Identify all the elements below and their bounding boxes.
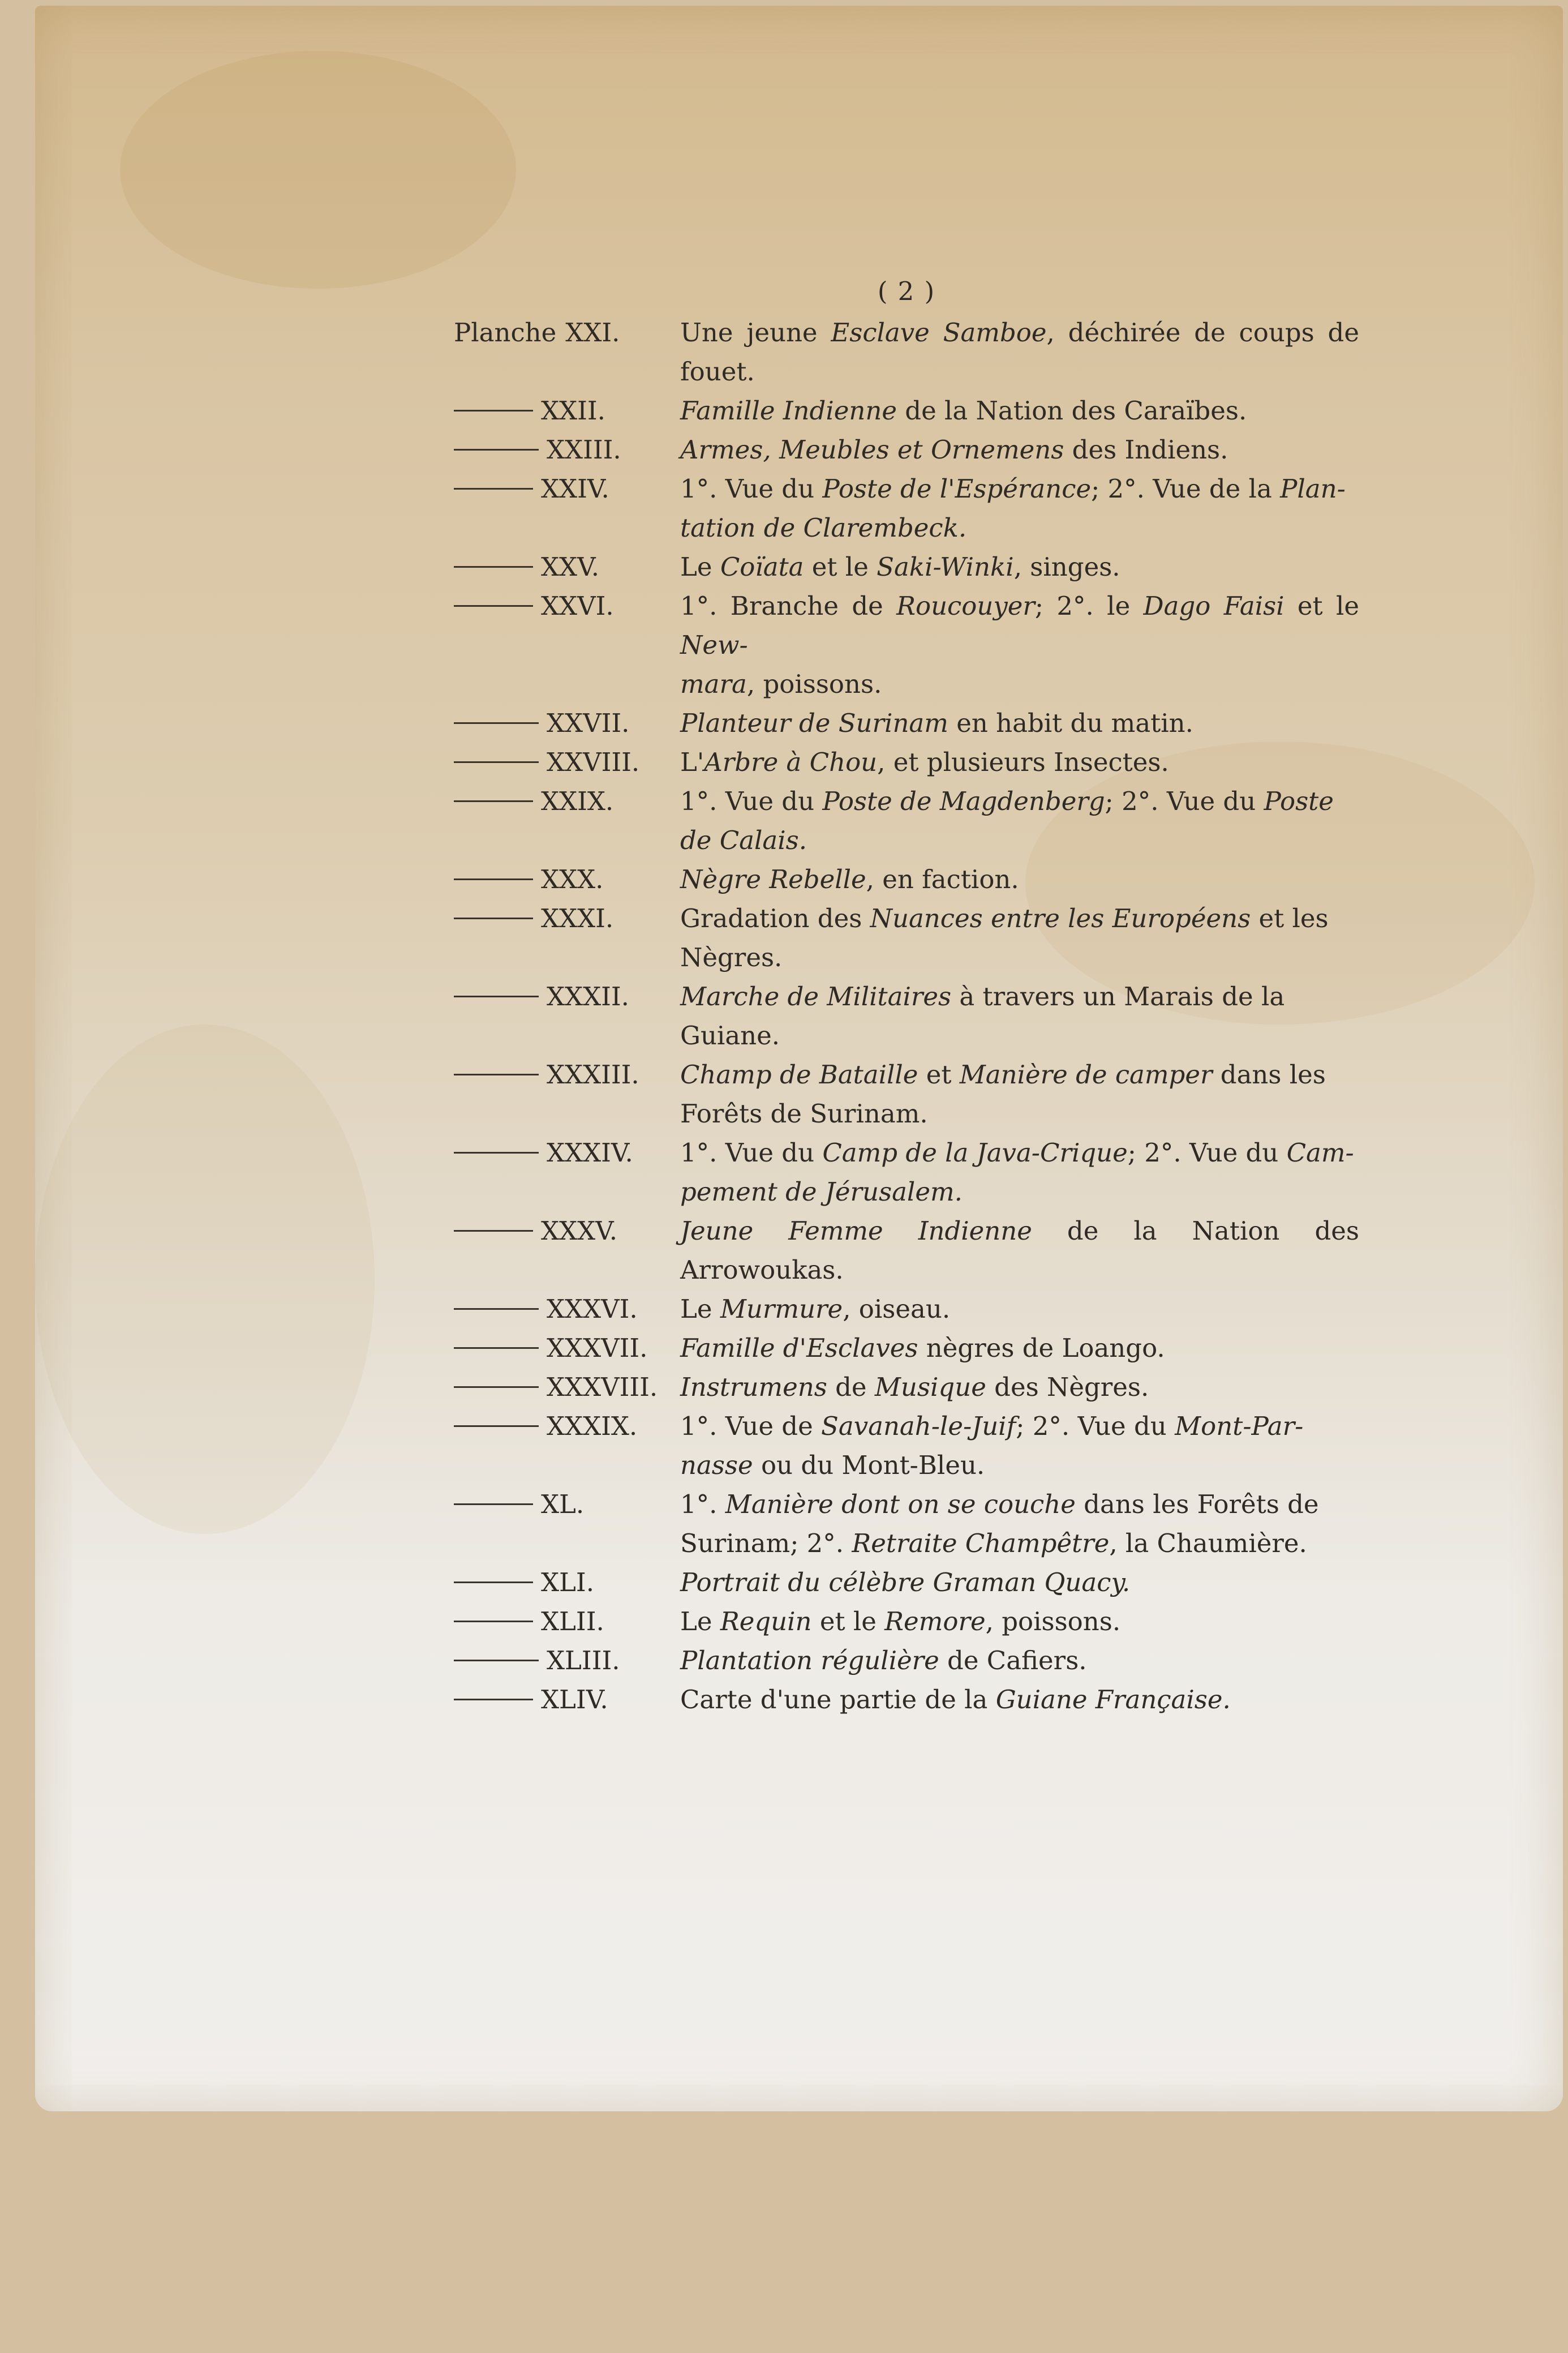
plate-description-continued: nasse ou du Mont-Bleu. — [680, 1450, 985, 1480]
plate-number-column — [454, 469, 680, 508]
plate-entry — [454, 1328, 1359, 1368]
plate-number-column — [454, 313, 680, 352]
plate-description: 1°. Vue du Poste de Magdenberg; 2°. Vue du Poste — [680, 786, 1334, 816]
plate-number: XLII. — [541, 1606, 604, 1636]
plate-entry — [454, 430, 1359, 469]
plate-description: 1°. Vue du Camp de la Java-Crique; 2°. Vue du Cam- — [680, 1138, 1354, 1168]
plate-entries — [454, 313, 1359, 1719]
plate-description: L'Arbre à Chou, et plusieurs Insectes. — [680, 747, 1169, 777]
plate-number: XXXIV. — [547, 1138, 633, 1168]
plate-number-column — [454, 743, 680, 782]
italic-title: Nuances entre les Européens — [870, 903, 1251, 933]
plate-description-continued: Surinam; 2°. Retraite Champêtre, la Chaumière. — [680, 1528, 1307, 1558]
plate-number-column — [454, 1680, 680, 1719]
plate-description-continued: Nègres. — [680, 942, 783, 972]
plate-entry — [454, 1563, 1359, 1602]
italic-title: Mont-Par- — [1175, 1411, 1304, 1441]
ditto-dash — [454, 878, 533, 880]
plate-number-column — [454, 547, 680, 586]
plate-number-column — [454, 1563, 680, 1602]
plate-description: 1°. Branche de Roucouyer; 2°. le Dago Faisi et le New- — [680, 591, 1359, 660]
plate-number-column — [454, 704, 680, 743]
plate-entry — [454, 704, 1359, 743]
plate-entry — [454, 1680, 1359, 1719]
italic-title: Musique — [874, 1372, 986, 1402]
plate-entry — [454, 1211, 1359, 1289]
plate-number-column — [454, 1133, 680, 1172]
plate-description: Famille d'Esclaves nègres de Loango. — [680, 1333, 1165, 1363]
ditto-dash — [454, 410, 533, 412]
plate-number: XXXVII. — [547, 1333, 648, 1363]
plate-number-column — [454, 1641, 680, 1680]
italic-title: Plan- — [1280, 474, 1346, 504]
italic-title: Dago Faisi — [1143, 591, 1285, 621]
plate-number-column — [454, 391, 680, 430]
plate-number-column — [454, 782, 680, 821]
plate-number-column — [454, 1602, 680, 1641]
ditto-dash — [454, 1581, 533, 1583]
plate-number: XLIV. — [541, 1685, 608, 1715]
italic-title: Murmure — [720, 1294, 843, 1324]
ditto-dash — [454, 918, 533, 919]
plate-number: XXII. — [541, 396, 605, 426]
ditto-dash — [454, 1699, 533, 1700]
italic-title: Savanah-le-Juif — [821, 1411, 1016, 1441]
italic-title: Poste de l'Espérance — [822, 474, 1092, 504]
stain-decoration — [35, 1025, 375, 1534]
plate-number: XXXVIII. — [547, 1372, 658, 1402]
plate-description: Instrumens de Musique des Nègres. — [680, 1372, 1149, 1402]
plate-entry — [454, 313, 1359, 391]
plate-number: XXVIII. — [547, 747, 640, 777]
plate-description-continued — [454, 821, 1359, 860]
plate-number: XXV. — [541, 552, 600, 582]
plate-description: Une jeune Esclave Samboe, déchirée de coups de fouet. — [680, 318, 1359, 387]
ditto-dash — [454, 1660, 539, 1661]
italic-title: Jeune Femme Indienne — [680, 1216, 1032, 1246]
italic-title: Champ de Bataille — [680, 1060, 918, 1090]
italic-title: Marche de Militaires — [680, 982, 952, 1012]
plate-entry — [454, 1602, 1359, 1641]
plate-description: Champ de Bataille et Manière de camper dans les — [680, 1060, 1326, 1090]
plate-description: Nègre Rebelle, en faction. — [680, 864, 1019, 894]
italic-title: Remore — [884, 1606, 986, 1636]
plate-number: XXXIII. — [547, 1060, 639, 1090]
plate-number: XXVI. — [541, 591, 614, 621]
plate-description-continued: Guiane. — [680, 1021, 780, 1051]
plate-entry — [454, 1133, 1359, 1172]
plate-number-column — [454, 860, 680, 899]
ditto-dash — [454, 1621, 533, 1622]
italic-title: Planteur de Surinam — [680, 708, 948, 738]
plate-list — [454, 272, 1359, 1719]
plate-entry — [454, 1289, 1359, 1328]
italic-title: Arbre à Chou — [704, 747, 878, 777]
plate-entry — [454, 547, 1359, 586]
italic-title: Coïata — [720, 552, 804, 582]
plate-description: 1°. Manière dont on se couche dans les Forêts de — [680, 1489, 1319, 1519]
plate-description: Carte d'une partie de la Guiane Française. — [680, 1685, 1231, 1715]
plate-description: Plantation régulière de Cafiers. — [680, 1645, 1087, 1675]
plate-number: XXXIX. — [547, 1411, 638, 1441]
ditto-dash — [454, 1152, 539, 1154]
italic-title: Camp de la Java-Crique — [822, 1138, 1128, 1168]
plate-number-column — [454, 1055, 680, 1094]
italic-title: Manière de camper — [959, 1060, 1213, 1090]
italic-title: de Calais. — [680, 825, 807, 855]
plate-description: Le Murmure, oiseau. — [680, 1294, 951, 1324]
ditto-dash — [454, 1347, 539, 1349]
italic-title: Roucouyer — [896, 591, 1035, 621]
plate-number: XLI. — [541, 1567, 594, 1597]
plate-number-column — [454, 977, 680, 1016]
italic-title: Cam- — [1286, 1138, 1354, 1168]
plate-description: Le Coïata et le Saki-Winki, singes. — [680, 552, 1120, 582]
plate-description — [680, 1563, 1359, 1602]
plate-number-column — [454, 1485, 680, 1524]
stain-decoration — [120, 51, 516, 289]
page-number: ( 2 ) — [877, 276, 936, 306]
plate-description-continued: Forêts de Surinam. — [680, 1099, 928, 1129]
plate-number: XXXVI. — [547, 1294, 638, 1324]
plate-description: Gradation des Nuances entre les Européens et les — [680, 903, 1329, 933]
italic-title: pement de Jérusalem. — [680, 1177, 963, 1207]
italic-title: Nègre Rebelle — [680, 864, 866, 894]
ditto-dash — [454, 761, 539, 763]
plate-entry — [454, 782, 1359, 821]
plate-entry — [454, 860, 1359, 899]
ditto-dash — [454, 1230, 533, 1232]
italic-title: nasse — [680, 1450, 753, 1480]
plate-entry — [454, 1407, 1359, 1446]
ditto-dash — [454, 1503, 533, 1505]
plate-entry — [454, 391, 1359, 430]
plate-description-continued — [454, 1172, 1359, 1211]
ditto-dash — [454, 722, 539, 724]
ditto-dash — [454, 1074, 539, 1075]
plate-description: 1°. Vue de Savanah-le-Juif; 2°. Vue du Mont-Par- — [680, 1411, 1304, 1441]
plate-number: XXVII. — [547, 708, 630, 738]
plate-description: Le Requin et le Remore, poissons. — [680, 1606, 1121, 1636]
ditto-dash — [454, 566, 533, 568]
plate-description: Marche de Militaires à travers un Marais de la — [680, 982, 1285, 1012]
plate-entry — [454, 586, 1359, 665]
ditto-dash — [454, 449, 539, 451]
ditto-dash — [454, 605, 533, 607]
italic-title: Armes, Meubles et Ornemens — [680, 435, 1064, 465]
planche-label: Planche — [454, 318, 557, 348]
plate-entry — [454, 469, 1359, 508]
plate-entry — [454, 1485, 1359, 1524]
paper-page — [35, 6, 1563, 2111]
ditto-dash — [454, 488, 533, 490]
italic-title: Saki-Winki — [877, 552, 1014, 582]
plate-number-column — [454, 430, 680, 469]
plate-number-column — [454, 1407, 680, 1446]
plate-number: XXX. — [541, 864, 604, 894]
italic-title: Portrait du célèbre Graman Quacy. — [680, 1567, 1131, 1597]
plate-number: XXIX. — [541, 786, 614, 816]
plate-description-continued — [454, 508, 1359, 547]
italic-title: Poste — [1264, 786, 1334, 816]
plate-description: Planteur de Surinam en habit du matin. — [680, 708, 1193, 738]
plate-entry — [454, 1055, 1359, 1094]
italic-title: Plantation régulière — [680, 1645, 939, 1675]
plate-description-continued: mara, poissons. — [680, 669, 882, 699]
plate-number: XL. — [541, 1489, 585, 1519]
italic-title: Esclave Samboe — [831, 318, 1047, 348]
plate-description: Armes, Meubles et Ornemens des Indiens. — [680, 435, 1228, 465]
plate-number-column — [454, 1328, 680, 1368]
ditto-dash — [454, 1425, 539, 1427]
plate-number-column — [454, 586, 680, 625]
ditto-dash — [454, 996, 539, 997]
italic-title: Retraite Champêtre — [852, 1528, 1110, 1558]
plate-number: XXXII. — [547, 982, 629, 1012]
ditto-dash — [454, 1308, 539, 1310]
plate-number-column — [454, 1289, 680, 1328]
plate-number: XXIII. — [547, 435, 621, 465]
plate-description: Famille Indienne de la Nation des Caraïbes. — [680, 396, 1247, 426]
plate-number-column — [454, 1368, 680, 1407]
plate-entry — [454, 977, 1359, 1016]
plate-number: XXXI. — [541, 903, 614, 933]
ditto-dash — [454, 800, 533, 802]
italic-title: Guiane Française. — [995, 1685, 1231, 1715]
ditto-dash — [454, 1386, 539, 1388]
plate-number-column — [454, 1211, 680, 1250]
italic-title: tation de Clarembeck. — [680, 513, 967, 543]
plate-number: XLIII. — [547, 1645, 620, 1675]
plate-number: XXIV. — [541, 474, 609, 504]
italic-title: Famille Indienne — [680, 396, 897, 426]
plate-description: Jeune Femme Indienne de la Nation des Arrowoukas. — [680, 1216, 1359, 1285]
plate-number: XXXV. — [541, 1216, 618, 1246]
italic-title: Instrumens — [680, 1372, 827, 1402]
plate-number: XXI. — [565, 318, 620, 348]
plate-description: 1°. Vue du Poste de l'Espérance; 2°. Vue de la Plan- — [680, 474, 1346, 504]
italic-title: Manière dont on se couche — [725, 1489, 1076, 1519]
plate-entry — [454, 1641, 1359, 1680]
italic-title: Famille d'Esclaves — [680, 1333, 918, 1363]
italic-title: New- — [680, 630, 748, 660]
italic-title: Poste de Magdenberg — [822, 786, 1105, 816]
plate-entry — [454, 899, 1359, 938]
italic-title: Requin — [720, 1606, 812, 1636]
plate-entry — [454, 1368, 1359, 1407]
plate-entry — [454, 743, 1359, 782]
plate-number-column — [454, 899, 680, 938]
italic-title: mara — [680, 669, 747, 699]
